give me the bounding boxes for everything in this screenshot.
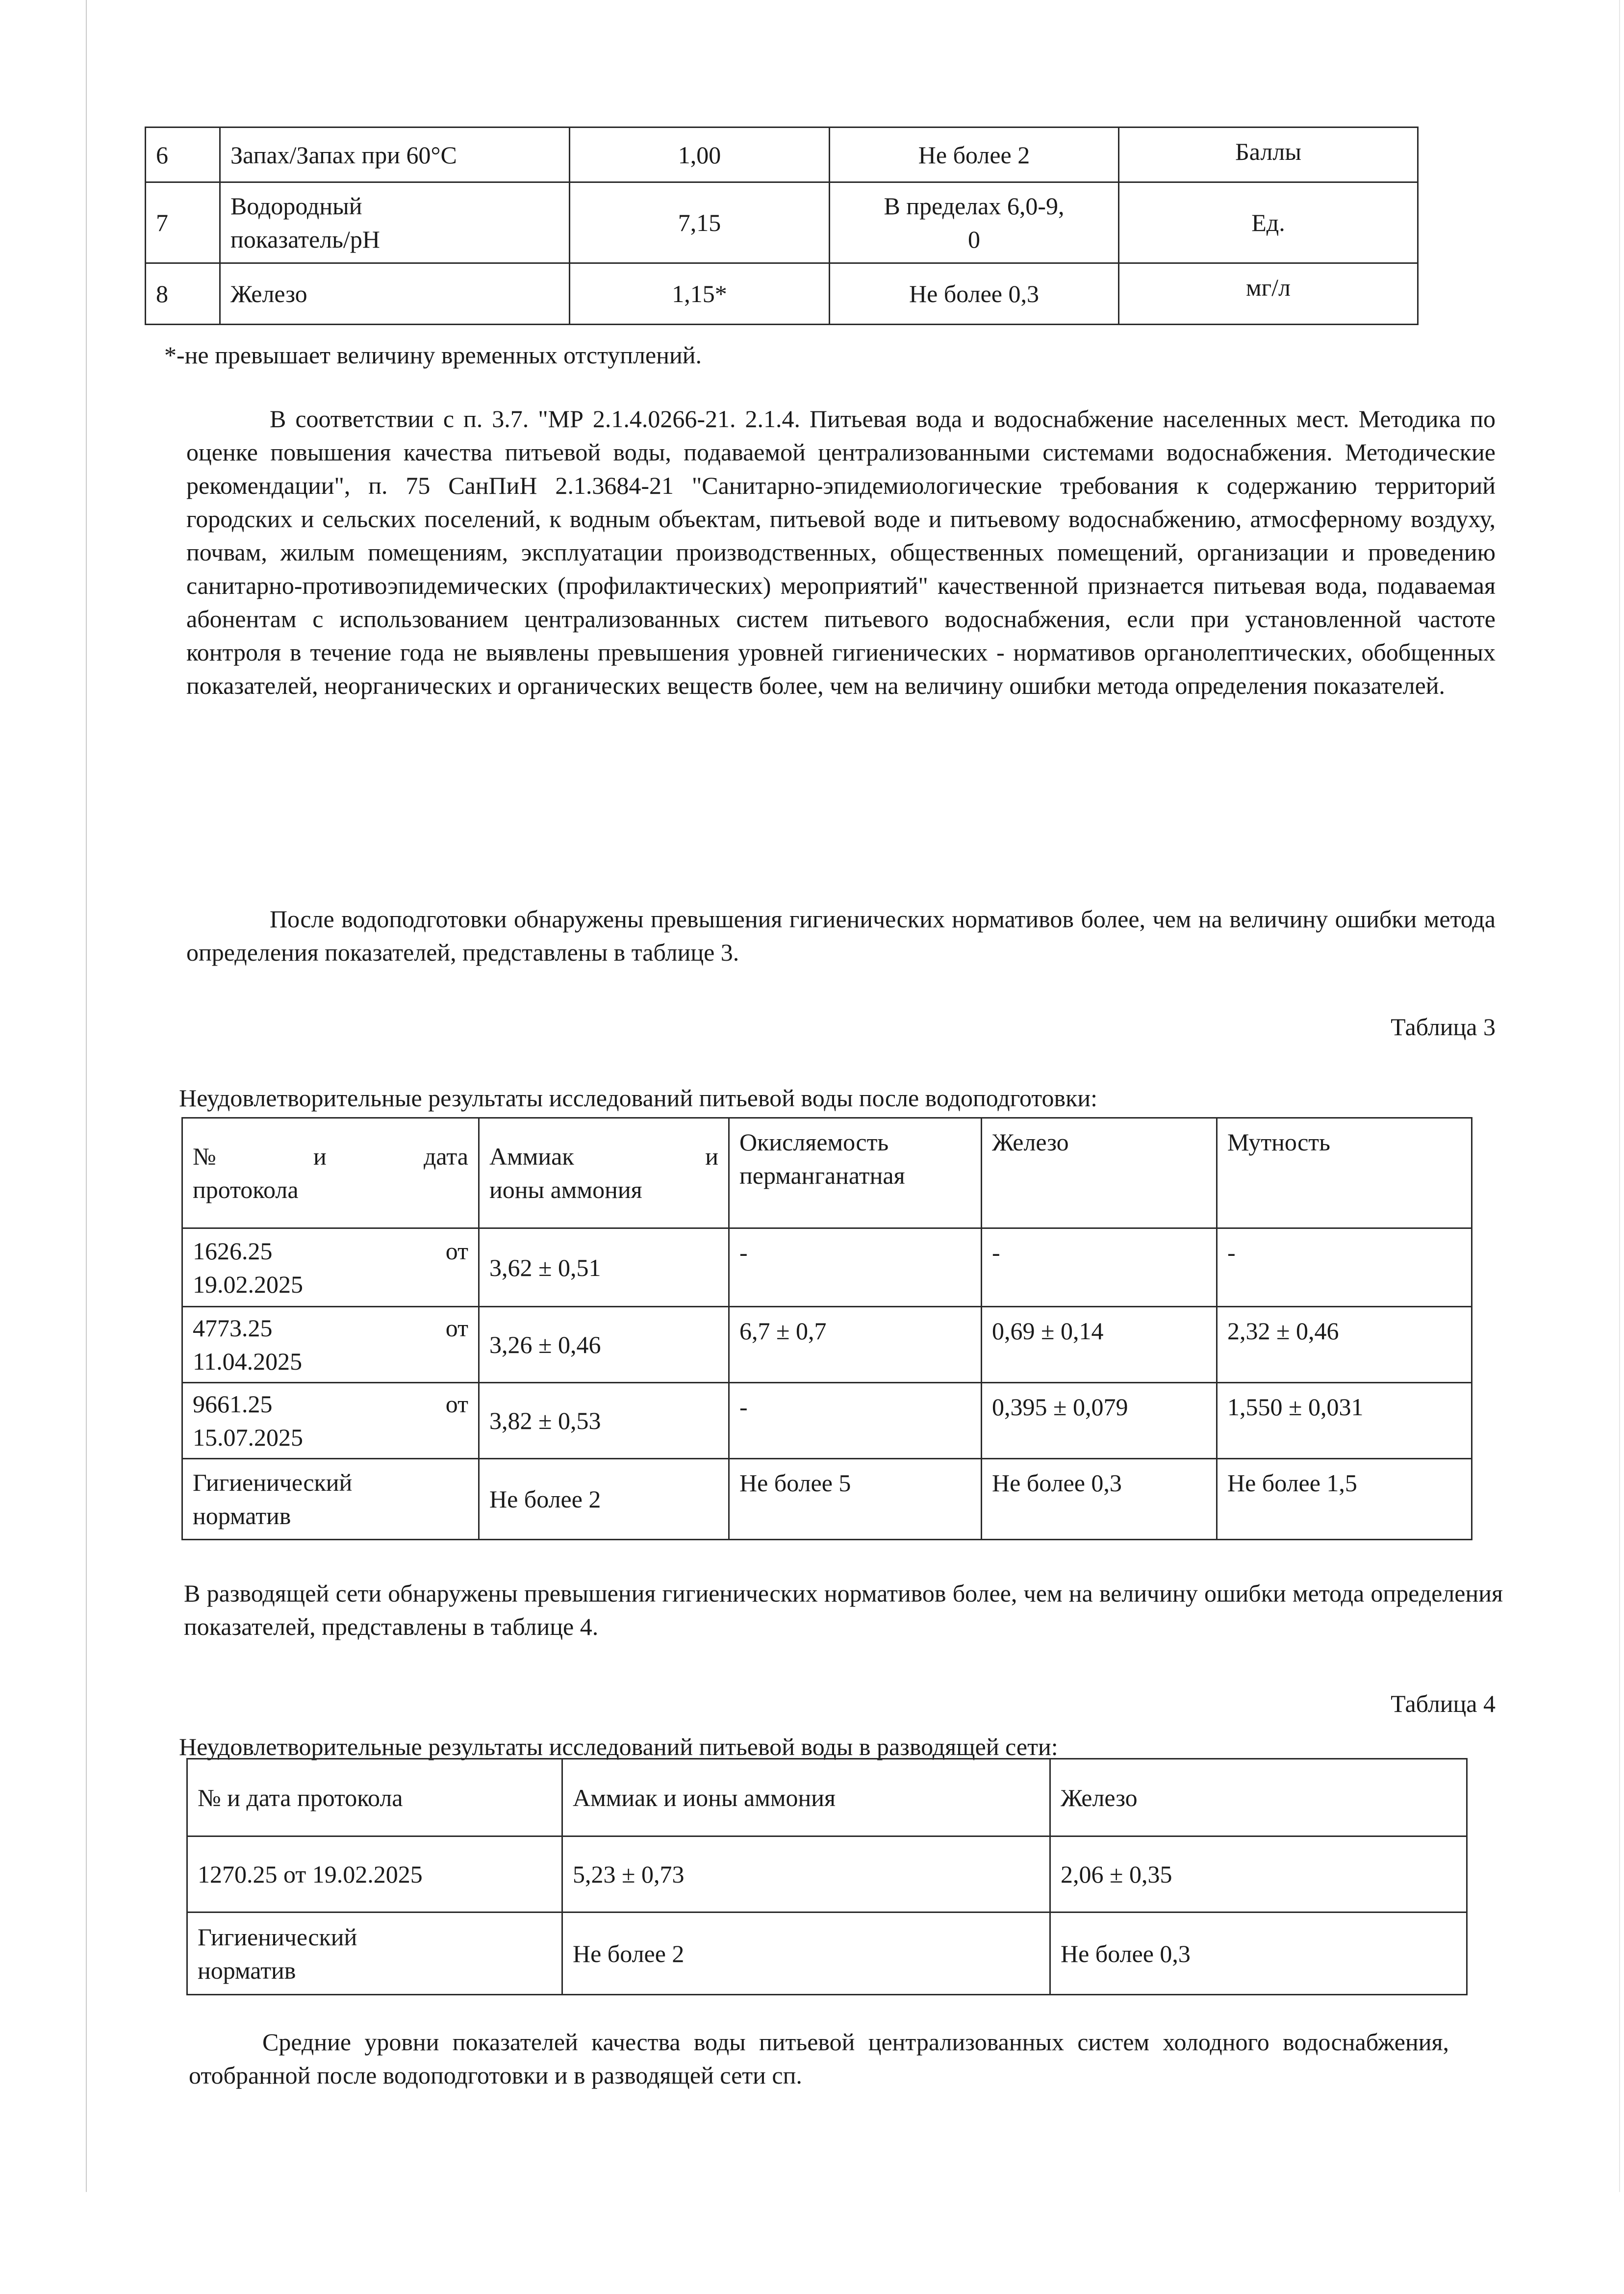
protocol-cell: 1270.25 от 19.02.2025 <box>187 1836 562 1912</box>
indicator-name-line: показатель/pH <box>230 226 380 253</box>
table-4-caption: Неудовлетворительные результаты исследований питьевой воды в разводящей сети: <box>179 1733 1058 1760</box>
protocol-date: 19.02.2025 <box>193 1270 303 1298</box>
table-row <box>146 182 1418 263</box>
protocol-number: 1626.25 <box>193 1237 273 1265</box>
iron-cell: 0,395 ± 0,079 <box>982 1383 1217 1459</box>
protocol-cell <box>182 1383 479 1459</box>
norm-label <box>182 1459 479 1540</box>
turbidity-cell: - <box>1217 1228 1472 1307</box>
norm-line: В пределах 6,0-9, <box>884 192 1065 220</box>
protocol-number: 4773.25 <box>193 1314 273 1342</box>
table-row <box>146 263 1418 325</box>
indicator-value: 1,15* <box>570 263 830 325</box>
protocol-from: от <box>445 1237 468 1265</box>
header-word: дата <box>423 1143 468 1170</box>
header-iron: Железо <box>982 1118 1217 1228</box>
ammonia-cell: 3,62 ± 0,51 <box>479 1228 729 1307</box>
norm-turbidity: Не более 1,5 <box>1217 1459 1472 1540</box>
footnote: *-не превышает величину временных отступлений. <box>164 341 702 369</box>
paragraph-text: В разводящей сети обнаружены превышения гигиенических нормативов более, чем на величину ошибки метода определения показателей, представлены в таблице 4. <box>184 1580 1503 1640</box>
norm-label-line: Гигиенический <box>198 1923 357 1951</box>
norm-iron: Не более 0,3 <box>1050 1912 1467 1995</box>
protocol-line <box>193 1234 468 1268</box>
table-row <box>182 1307 1472 1383</box>
table-row <box>146 127 1418 182</box>
paragraph-distribution <box>184 1577 1503 1643</box>
protocol-date: 11.04.2025 <box>193 1348 303 1375</box>
ammonia-cell: 3,82 ± 0,53 <box>479 1383 729 1459</box>
table-4 <box>186 1758 1468 1995</box>
paragraph-text: Средние уровни показателей качества воды питьевой централизованных систем холодного водоснабжения, отобранной после водоподготовки и в разводящей сети сп. <box>189 2028 1449 2089</box>
ammonia-cell: 3,26 ± 0,46 <box>479 1307 729 1383</box>
header-ammonia <box>479 1118 729 1228</box>
header-turbidity: Мутность <box>1217 1118 1472 1228</box>
header-line: протокола <box>193 1176 299 1203</box>
header-word: и <box>313 1143 327 1170</box>
table-norm-row <box>182 1459 1472 1540</box>
table-3 <box>181 1117 1472 1540</box>
oxidizability-cell: - <box>729 1383 982 1459</box>
indicator-norm <box>830 182 1119 263</box>
paragraph-text: В соответствии с п. 3.7. "МР 2.1.4.0266-21. 2.1.4. Питьевая вода и водоснабжение населенных мест. Методика по оценке повышения качества питьевой воды, подаваемой централизованными системами водоснабжения. Методические рекомендации", п. 75 СанПиН 2.1.3684-21 "Санитарно-эпидемиологические требования к содержанию территорий городских и сельских поселений, к водным объектам, питьевой воде и питьевому водоснабжению, атмосферному воздуху, почвам, жилым помещениям, эксплуатации производственных, общественных помещений, организации и проведению санитарно-противоэпидемических (профилактических) мероприятий" качественной признается питьевая вода, подаваемая абонентам с использованием централизованных систем питьевого водоснабжения, если при установленной частоте контроля в течение года не выявлены превышения уровней гигиенических - нормативов органолептических, обобщенных показателей, неорганических и органических веществ более, чем на величину ошибки метода определения показателей. <box>186 405 1496 699</box>
table-header-row <box>182 1118 1472 1228</box>
table-row <box>182 1383 1472 1459</box>
indicator-norm: Не более 2 <box>830 127 1119 182</box>
protocol-cell <box>182 1228 479 1307</box>
protocol-from: от <box>445 1314 468 1342</box>
norm-label-line: норматив <box>193 1502 291 1529</box>
oxidizability-cell: - <box>729 1228 982 1307</box>
row-number: 8 <box>146 263 220 325</box>
indicator-value: 1,00 <box>570 127 830 182</box>
table-norm-row <box>187 1912 1467 1995</box>
header-word: Аммиак <box>489 1143 574 1170</box>
row-number: 7 <box>146 182 220 263</box>
norm-label-line: норматив <box>198 1956 296 1984</box>
indicator-norm: Не более 0,3 <box>830 263 1119 325</box>
indicator-name: Запах/Запах при 60°С <box>220 127 570 182</box>
header-protocol: № и дата протокола <box>187 1759 562 1836</box>
oxidizability-cell: 6,7 ± 0,7 <box>729 1307 982 1383</box>
table-3-caption: Неудовлетворительные результаты исследований питьевой воды после водоподготовки: <box>179 1084 1098 1112</box>
scan-page-edge <box>86 0 87 2192</box>
norm-label <box>187 1912 562 1995</box>
table-continued <box>145 127 1419 325</box>
norm-label-line: Гигиенический <box>193 1469 353 1496</box>
protocol-date: 15.07.2025 <box>193 1424 303 1451</box>
paragraph-text: После водоподготовки обнаружены превышения гигиенических нормативов более, чем на величину ошибки метода определения показателей, представлены в таблице 3. <box>186 905 1496 966</box>
turbidity-cell: 2,32 ± 0,46 <box>1217 1307 1472 1383</box>
indicator-name-line: Водородный <box>230 192 362 220</box>
protocol-number: 9661.25 <box>193 1390 273 1418</box>
header-ammonia: Аммиак и ионы аммония <box>562 1759 1050 1836</box>
indicator-name <box>220 182 570 263</box>
header-word: и <box>705 1143 718 1170</box>
table-row <box>182 1228 1472 1307</box>
header-word: № <box>193 1143 216 1170</box>
protocol-cell <box>182 1307 479 1383</box>
norm-iron: Не более 0,3 <box>982 1459 1217 1540</box>
table-header-row <box>187 1759 1467 1836</box>
header-protocol <box>182 1118 479 1228</box>
protocol-from: от <box>445 1390 468 1418</box>
header-line <box>489 1140 718 1173</box>
protocol-line <box>193 1387 468 1421</box>
scan-page-edge-right <box>1619 0 1620 2192</box>
turbidity-cell: 1,550 ± 0,031 <box>1217 1383 1472 1459</box>
header-line: Окисляемость <box>739 1128 889 1156</box>
table-3-label: Таблица 3 <box>1391 1013 1496 1041</box>
row-number: 6 <box>146 127 220 182</box>
header-line: перманганатная <box>739 1162 905 1189</box>
indicator-name: Железо <box>220 263 570 325</box>
paragraph-after-treatment <box>186 902 1496 969</box>
protocol-line <box>193 1311 468 1345</box>
iron-cell: 0,69 ± 0,14 <box>982 1307 1217 1383</box>
header-oxidizability <box>729 1118 982 1228</box>
norm-line: 0 <box>968 226 980 253</box>
norm-ammonia: Не более 2 <box>562 1912 1050 1995</box>
table-4-label: Таблица 4 <box>1391 1690 1496 1717</box>
ammonia-cell: 5,23 ± 0,73 <box>562 1836 1050 1912</box>
iron-cell: 2,06 ± 0,35 <box>1050 1836 1467 1912</box>
indicator-unit: Ед. <box>1119 182 1418 263</box>
iron-cell: - <box>982 1228 1217 1307</box>
indicator-value: 7,15 <box>570 182 830 263</box>
paragraph-regulation <box>186 402 1496 702</box>
header-line: ионы аммония <box>489 1176 642 1203</box>
indicator-unit: мг/л <box>1119 263 1418 325</box>
norm-ammonia: Не более 2 <box>479 1459 729 1540</box>
indicator-unit: Баллы <box>1119 127 1418 182</box>
table-row <box>187 1836 1467 1912</box>
header-iron: Железо <box>1050 1759 1467 1836</box>
paragraph-average-levels <box>189 2025 1449 2092</box>
header-line <box>193 1140 468 1173</box>
norm-oxidizability: Не более 5 <box>729 1459 982 1540</box>
